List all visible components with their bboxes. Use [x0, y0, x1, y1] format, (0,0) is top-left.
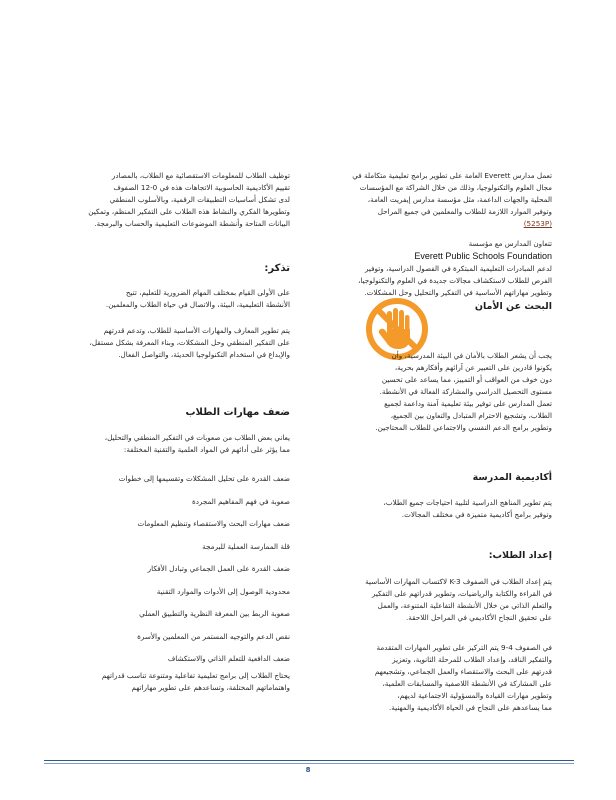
text-line: يكونوا قادرين على التعبير عن آرائهم وأفكارهم بحرية، — [394, 363, 552, 372]
text-line: قلة الممارسة العملية للبرمجة — [202, 541, 290, 551]
text-line: مما يؤثر على أدائهم في المواد العلمية والتقنية المختلفة: — [123, 445, 290, 454]
reference-link[interactable]: (5253P) — [523, 219, 552, 228]
text-line: مما يساعدهم على النجاح في الحياة الأكاديمية والمهنية. — [389, 703, 552, 712]
text-line: وتطوير مهارات القيادة والمسؤولية الاجتماعية لديهم، — [397, 691, 552, 700]
right-paragraph-4 — [320, 497, 552, 521]
left-bullet-extra — [60, 670, 290, 694]
text-line: يجب أن يشعر الطلاب بالأمان في البيئة المدرسية، وأن — [391, 351, 552, 360]
text-line: واهتماماتهم المختلفة، وتساعدهم على تطوير مهاراتهم — [131, 683, 290, 692]
left-paragraph-4 — [60, 432, 290, 456]
text-line: ضعف مهارات البحث والاستقصاء وتنظيم المعلومات — [137, 519, 290, 528]
text-line: البيانات المتاحة وأنشطة الموضوعات التعليمية والحساب والبرمجة. — [94, 219, 290, 228]
text-line: على التفكير المنطقي وحل المشكلات، وبناء المعرفة بشكل مستقل، — [89, 338, 290, 347]
text-line: وتطوير برامج الدعم النفسي والاجتماعي للطلاب المحتاجين. — [375, 423, 552, 432]
text-line: وتطويرها الفكري والنشاط هذه الطلاب على التفكير المنظم، وتمكين — [88, 207, 290, 216]
left-heading-weakness: ضعف مهارات الطلاب — [185, 407, 290, 418]
text-line: يحتاج الطلاب إلى برامج تعليمية تفاعلية ومتنوعة تناسب قدراتهم — [101, 671, 290, 680]
text-line: يتم إعداد الطلاب في الصفوف K-3 لاكتساب المهارات الأساسية — [365, 577, 552, 586]
left-heading-remember: تذكر: — [264, 263, 290, 274]
right-heading-safety: البحث عن الأمان — [474, 301, 552, 312]
text-line: الأنشطة التعليمية، البيئة، والاتصال في حياة الطلاب والمعلمين. — [105, 300, 290, 309]
right-intro-paragraph: تعمل مدارس Everett العامة على تطوير برامج تعليمية متكاملة في مجال العلوم والتكنولوجيا، وذلك من خلال الشراكة مع المؤسسات المحلية والجهات الداعمة، مثل مؤسسة مدارس إيفريت العامة، وتوفير الموارد اللازمة للطلاب والمعلمين في جميع المراحل (5253P) — [352, 171, 552, 228]
right-paragraph-5 — [320, 576, 552, 624]
left-intro-paragraph — [60, 170, 290, 230]
text-line: ضعف القدرة على تحليل المشكلات وتقسيمها إلى خطوات — [118, 474, 290, 483]
text-line: صعوبة في فهم المفاهيم المجردة — [191, 496, 290, 506]
text-line: في الصفوف 4-9 يتم التركيز على تطوير المهارات المتقدمة — [376, 643, 552, 652]
text-line: والتعلم الذاتي من خلال الأنشطة التفاعلية المتنوعة، والعمل — [377, 601, 552, 610]
text-line: نقص الدعم والتوجيه المستمر من المعلمين والأسرة — [137, 631, 290, 641]
text-line: مستوى التحصيل الدراسي والمشاركة الفعالة في الأنشطة. — [379, 387, 552, 396]
right-paragraph-3 — [320, 350, 552, 434]
text-line: وتوفير برامج أكاديمية متميزة في مختلف المجالات. — [401, 510, 552, 519]
text-line: محدودية الوصول إلى الأدوات والموارد التقنية — [156, 586, 290, 596]
text-line: والتفكير الناقد، وإعداد الطلاب للمرحلة الثانوية، وتعزيز — [392, 655, 552, 664]
text-line: تقييم الأكاديمية الحاسوبية الاتجاهات هذه في 0-12 الصفوف — [113, 183, 290, 192]
footer-rule-secondary — [44, 763, 574, 764]
foundation-name: Everett Public Schools Foundation — [414, 251, 552, 261]
text-line: صعوبة الربط بين المعرفة النظرية والتطبيق العملي — [139, 609, 290, 618]
page-number: 8 — [305, 766, 311, 774]
text-line: قدرتهم على البحث والاستقصاء والعمل الجماعي، وتشجيعهم — [374, 667, 552, 676]
text-line: على الأولى القيام بمختلف المهام الضرورية للتعليم، تتيح — [125, 288, 290, 297]
text-line: في القراءة والكتابة والرياضيات، وتطوير قدراتهم على التفكير — [371, 589, 552, 598]
footer-rule — [44, 760, 574, 761]
right-heading-prep: إعداد الطلاب: — [488, 550, 552, 561]
text-line: تعمل المدارس على توفير بيئة تعليمية آمنة وداعمة لجميع — [384, 399, 552, 408]
right-paragraph-2: تتعاون المدارس مع مؤسسة Everett Public Schools Foundation لدعم المبادرات التعليمية المبتكرة في الفصول الدراسية، وتوفير الفرص للطلاب لاستكشاف مجالات جديدة في العلوم والتكنولوجيا، وتطوير مهاراتهم الأساسية في التفكير والتحليل وحل المشكلات. — [358, 239, 552, 297]
text-line: ضعف الدافعية للتعلم الذاتي والاستكشاف — [167, 654, 290, 663]
text-line: توظيف الطلاب للمعلومات الاستقصائية مع الطلاب، بالمصادر — [111, 171, 290, 180]
text-line: يتم تطوير المعارف والمهارات الأساسية للطلاب، وتدعم قدرتهم — [103, 326, 290, 335]
text-line: على المشاركة في الأنشطة اللاصفية والمسابقات العلمية، — [382, 679, 552, 688]
text-line: ضعف القدرة على العمل الجماعي وتبادل الأفكار — [147, 564, 290, 573]
right-heading-academy: أكاديمية المدرسة — [472, 472, 552, 483]
text-line: على تحقيق النجاح الأكاديمي في المراحل اللاحقة. — [406, 613, 552, 622]
text-line: الطلاب، وتشجيع الاحترام المتبادل والتعاون بين الجميع، — [390, 411, 552, 420]
left-bullet-list — [60, 468, 290, 671]
text-line: يتم تطوير المناهج الدراسية لتلبية احتياجات جميع الطلاب، — [383, 498, 552, 507]
text-line: دون خوف من العواقب أو التمييز، مما يساعد على تحسين — [381, 375, 552, 384]
right-paragraph-6 — [320, 642, 552, 714]
text-line: لدى تشكل أساسيات التطبيقات الرقمية، وبالأسلوب المنطقي — [109, 195, 290, 204]
left-paragraph-2 — [60, 287, 290, 311]
left-paragraph-3 — [60, 325, 290, 361]
text-line: والإبداع في استخدام التكنولوجيا الحديثة، والتواصل الفعال. — [118, 350, 290, 359]
text-line: يعاني بعض الطلاب من صعوبات في التفكير المنطقي والتحليل، — [104, 433, 290, 442]
